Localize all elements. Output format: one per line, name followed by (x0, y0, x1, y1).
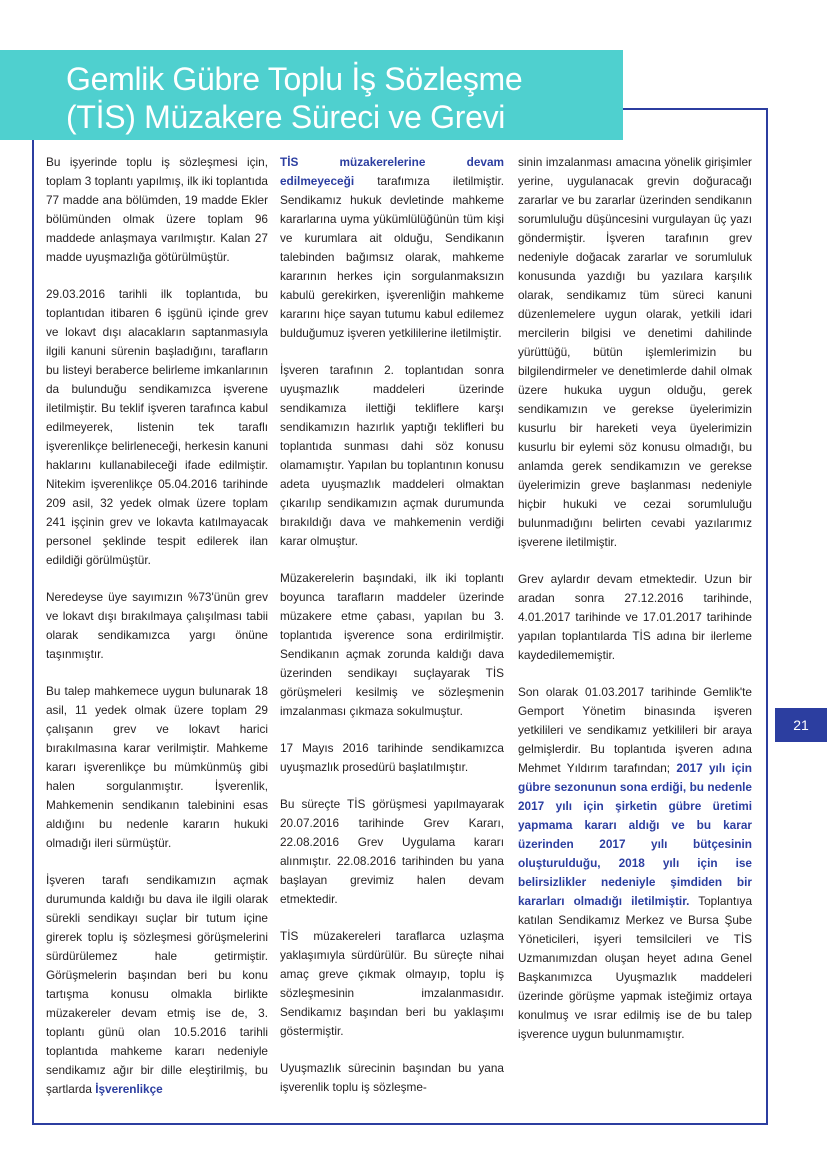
frame-border-bottom (32, 1123, 768, 1125)
paragraph: 29.03.2016 tarihli ilk toplantıda, bu toplantıdan itibaren 6 işgünü içinde grev ve lokavt dışı alacakların saptanmasıyla ilgili kanuni sürenin başladığını, tarafların bu listeyi beraberce belirleme imkanlarının da bulunduğu sendikamızca işverene iletilmiştir. Bu teklif işveren tarafınca kabul edilmeyerek, listenin tek taraflı işverenlikçe belirleneceği, herkesin kanuni haklarını kullanabileceği ifade edilmiştir. Nitekim işverenlikçe 05.04.2016 tarihinde 209 asil, 32 yedek olmak üzere toplam 241 işçinin grev ve lokavta katılmayacak personel şeklinde tespit edilerek ilan edildiği görülmüştür. (46, 287, 268, 567)
frame-border-left (32, 130, 34, 1125)
paragraph (518, 683, 752, 1044)
paragraph-text: Son olarak 01.03.2017 tarihinde Gemlik'te Gemport Yönetim binasında işveren yetkilileri ve sendikamız yetkilileri bir araya gelmişlerdir. Bu toplantıda işveren adına Mehmet Yıldırım tarafından; (518, 685, 752, 775)
page-number: 21 (775, 708, 827, 742)
paragraph-text: tarafımıza iletilmiştir. Sendikamız hukuk devletinde mahkeme kararlarına uyma yükümlülüğünün tüm kişi ve kurumlara ait olduğu, Sendikanın talebinden bağımsız olarak, mahkeme kararının herkes için sorgulanmaksızın kabulü gerekirken, işverenliğin mahkeme kararını hiçe sayan tutumu kabul edilemez bulduğumuz işveren yetkililerine iletilmiştir. (280, 174, 504, 340)
paragraph-text: İşveren tarafı sendikamızın açmak durumunda kaldığı bu dava ile ilgili olarak sürekli sendikayı suçlar bir tutum içine girerek toplu iş sözleşmesi görüşmelerini sürdürülemez hale getirmiştir. Görüşmelerin başından beri bu konu tartışma konusu olmakla birlikte müzakereler devam etmiş ise de, 3. toplantı günü olan 10.5.2016 tarihli toplantıda mahkeme kararı nedeniyle sendikamız ağır bir dille eleştirilmiş, bu şartlarda (46, 873, 268, 1096)
title-line-2: (TİS) Müzakere Süreci ve Grevi (66, 99, 506, 135)
frame-border-right (766, 108, 768, 1125)
paragraph: İşveren tarafının 2. toplantıdan sonra uyuşmazlık maddeleri üzerinde sendikamıza ilettiği tekliflere karşı sendikamızın hazırlık yaptığı teklifleri bu toplantıda sunması dahi söz konusu olamamıştır. Yapılan bu toplantının konusu adeta uyuşmazlık maddeleri olmaktan çıkarılıp sendikamızın açmak durumunda bırakıldığı dava ve mahkemenin verdiği karar olmuştur. (280, 363, 504, 548)
paragraph: Bu süreçte TİS görüşmesi yapılmayarak 20.07.2016 tarihinde Grev Kararı, 22.08.2016 Grev Uygulama kararı alınmıştır. 22.08.2016 tarihinden bu yana başlayan grevimiz halen devam etmektedir. (280, 797, 504, 906)
frame-border-top (620, 108, 768, 110)
text-column-1 (46, 153, 268, 1117)
paragraph: Neredeyse üye sayımızın %73'ünün grev ve lokavt dışı bırakılmaya çalışılması tabii olarak sendikamızca yargı önüne taşınmıştır. (46, 590, 268, 661)
paragraph: Bu talep mahkemece uygun bulunarak 18 asil, 11 yedek olmak üzere toplam 29 çalışanın grev ve lokavt harici bırakılmasına karar verilmiştir. Mahkeme kararı işverenlikçe bu mümkünmüş gibi halen sorgulanmıştır. İşverenlik, Mahkemenin sendikanın talebinini esas aldığını bu nedenle kararın hukuki olmadığı ileri sürmüştür. (46, 684, 268, 850)
paragraph: sinin imzalanması amacına yönelik girişimler yerine, uygulanacak grevin doğuracağı zararlar ve bu zararlar üzerinden sendikanın sorumluluğu düşüncesini vurgulayan üç yazı göndermiştir. İşveren tarafının grev nedeniyle doğacak zararlar ve sorumluluk konusunda yazdığı bu yazılara karşılık olarak, sendikamız tüm süreci kanuni düzenlemelere uygun olarak, yetkili idari mercilerin bilgisi ve denetimi dahilinde yürüttüğü, bütün işlemlerimizin bu bilgilendirmeler ve denetimlerde dahil olmak üzere hukuka uygun olduğu, gerek sendikamızın ve gerekse üyelerimizin kusurlu bir hareketi veya üyelerimizin kusurlu bir eylemi söz konusu olmadığı, bu anlamda gerek sendikamızın ve gerekse üyelerimizin greve başlanması nedeniyle hiçbir hukuki ve cezai sorumluluğu bulunmadığını belirten cevabi yazılarımız işverene iletilmiştir. (518, 155, 752, 549)
title-banner (0, 50, 623, 140)
text-column-2 (280, 153, 504, 1115)
paragraph-text-after: Toplantıya katılan Sendikamız Merkez ve Bursa Şube Yöneticileri, işyeri temsilcileri ve TİS Uzmanımızdan oluşan heyet adına Genel Başkanımızca Uyuşmazlık maddeleri üzerinde görüşme yapmak isteğimiz ortaya konulmuş ve ısrar edilmiş ise de bu talep işverence uygun bulunmamıştır. (518, 894, 753, 1041)
text-column-3 (518, 153, 752, 1062)
highlighted-text: TİS müzakerelerine devam edilmeyeceği (280, 155, 504, 188)
paragraph: 17 Mayıs 2016 tarihinde sendikamızca uyuşmazlık prosedürü başlatılmıştır. (280, 741, 504, 774)
paragraph: TİS müzakereleri taraflarca uzlaşma yaklaşımıyla sürdürülür. Bu süreçte nihai amaç greve çıkmak olmayıp, toplu iş sözleşmesinin imzalanmasıdır. Sendikamız başından beri bu yaklaşımı göstermiştir. (280, 929, 504, 1038)
paragraph (46, 871, 268, 1099)
highlighted-text: 2017 yılı için gübre sezonunun sona erdiği, bu nedenle 2017 yılı için şirketin gübre üretimi yapmama kararı aldığı ve bu karar üzerinden 2017 yılı bütçesinin oluşturulduğu, 2018 yılı için ise belirsizlikler nedeniyle şimdiden bir kararları olmadığı iletilmiştir. (518, 761, 753, 908)
paragraph (280, 153, 504, 343)
paragraph: Uyuşmazlık sürecinin başından bu yana işverenlik toplu iş sözleşme- (280, 1061, 504, 1094)
paragraph: Müzakerelerin başındaki, ilk iki toplantı boyunca tarafların maddeler üzerinde müzakere etme çabası, yapılan bu 3. toplantıda işverence sona erdirilmiştir. Sendikanın açmak zorunda kaldığı dava üzerinden sendikayı suçlayarak TİS görüşmeleri kesilmiş ve sözleşmenin imzalanması çıkmaza sokulmuştur. (280, 571, 504, 718)
paragraph: Bu işyerinde toplu iş sözleşmesi için, toplam 3 toplantı yapılmış, ilk iki toplantıda 77 madde ana bölümden, 19 madde Ekler bölümünden olmak üzere toplam 96 maddede anlaşmaya varılmıştır. Kalan 27 madde uyuşmazlığa götürülmüştür. (46, 155, 268, 264)
highlighted-text: İşverenlikçe (95, 1082, 163, 1096)
title-line-1: Gemlik Gübre Toplu İş Sözleşme (66, 61, 523, 97)
paragraph: Grev aylardır devam etmektedir. Uzun bir aradan sonra 27.12.2016 tarihinde, 4.01.2017 tarihinde ve 17.01.2017 tarihinde yapılan toplantılarda TİS adına bir ilerleme kaydedilememiştir. (518, 572, 752, 662)
